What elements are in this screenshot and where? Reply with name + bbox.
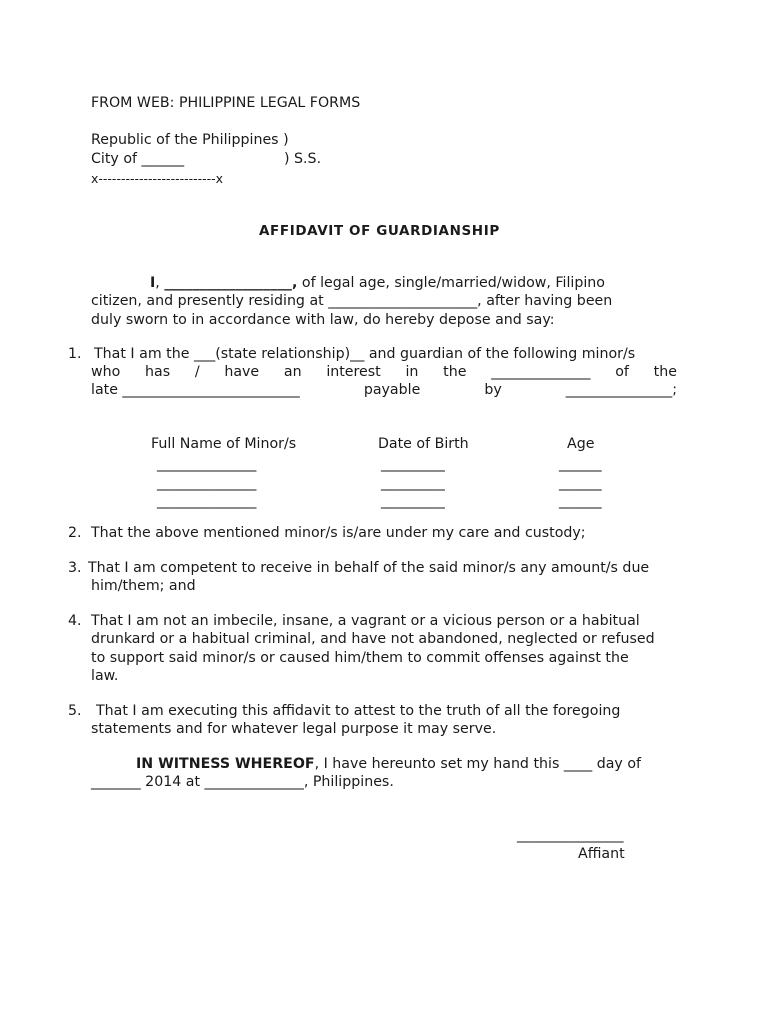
item-1-word: an bbox=[283, 364, 302, 380]
item-3-line-2: him/them; and bbox=[91, 578, 196, 594]
item-1-line-3 bbox=[91, 381, 677, 399]
table-cell-name: ______________ bbox=[157, 493, 257, 509]
affiant-label: Affiant bbox=[578, 846, 625, 862]
item-2-number: 2. bbox=[68, 525, 82, 541]
item-1-line-1-a: That I am the bbox=[94, 346, 194, 362]
item-5-line-1: That I am executing this affidavit to attest to the truth of all the foregoing bbox=[96, 703, 621, 719]
item-2-text: That the above mentioned minor/s is/are under my care and custody; bbox=[91, 525, 586, 541]
table-cell-dob: _________ bbox=[381, 456, 445, 472]
item-1-line-1-b: and guardian of the following minor/s bbox=[364, 346, 636, 362]
item-1-word: have bbox=[224, 364, 260, 380]
witness-line-1 bbox=[136, 755, 641, 773]
name-blank: __________________, bbox=[164, 275, 298, 291]
item-1-word: the bbox=[443, 364, 467, 380]
source-line: FROM WEB: PHILIPPINE LEGAL FORMS bbox=[91, 95, 361, 111]
item-1-word: by bbox=[484, 382, 502, 398]
interest-blank: ______________ bbox=[491, 364, 591, 380]
item-4-number: 4. bbox=[68, 613, 82, 629]
table-cell-dob: _________ bbox=[381, 475, 445, 491]
item-1-word: of bbox=[615, 364, 629, 380]
table-cell-dob: _________ bbox=[381, 493, 445, 509]
intro-line-3: duly sworn to in accordance with law, do hereby depose and say: bbox=[91, 312, 555, 328]
item-1-word: / bbox=[194, 364, 200, 380]
witness-line-2: _______ 2014 at ______________, Philippines. bbox=[91, 774, 394, 790]
item-1-number: 1. bbox=[68, 346, 82, 362]
late-blank: late _________________________ bbox=[91, 382, 300, 398]
table-cell-age: ______ bbox=[559, 475, 602, 491]
item-3-line-1: That I am competent to receive in behalf of the said minor/s any amount/s due bbox=[88, 560, 650, 576]
item-1-word: payable bbox=[363, 382, 421, 398]
venue-divider: x--------------------------x bbox=[91, 171, 224, 186]
table-header-age: Age bbox=[567, 436, 595, 452]
venue-ss: ) S.S. bbox=[284, 151, 322, 167]
witness-lead: IN WITNESS WHEREOF bbox=[136, 756, 315, 772]
item-5-line-2: statements and for whatever legal purpose it may serve. bbox=[91, 721, 497, 737]
item-1-word: the bbox=[653, 364, 677, 380]
intro-i: I bbox=[150, 275, 156, 291]
intro-line-1-rest: of legal age, single/married/widow, Filipino bbox=[297, 275, 605, 291]
table-cell-age: ______ bbox=[559, 456, 602, 472]
item-1-word: in bbox=[405, 364, 419, 380]
table-cell-age: ______ bbox=[559, 493, 602, 509]
witness-line-1-rest: , I have hereunto set my hand this ____ day of bbox=[314, 756, 642, 772]
item-4-line-1: That I am not an imbecile, insane, a vagrant or a vicious person or a habitual bbox=[91, 613, 640, 629]
item-4-line-4: law. bbox=[91, 668, 119, 684]
venue-line-republic: Republic of the Philippines ) bbox=[91, 132, 289, 148]
relationship-blank: ___(state relationship)__ bbox=[193, 346, 365, 362]
item-1-word: has bbox=[145, 364, 171, 380]
intro-comma: , bbox=[155, 275, 160, 291]
intro-line-2: citizen, and presently residing at _____________________, after having been bbox=[91, 293, 613, 309]
venue-line-city: City of ______ bbox=[91, 151, 185, 167]
item-1-line-1 bbox=[94, 345, 635, 363]
table-header-name: Full Name of Minor/s bbox=[151, 436, 297, 452]
item-1-word: who bbox=[91, 364, 121, 380]
item-5-number: 5. bbox=[68, 703, 82, 719]
item-1-line-2 bbox=[91, 363, 677, 381]
table-cell-name: ______________ bbox=[157, 475, 257, 491]
document-title: AFFIDAVIT OF GUARDIANSHIP bbox=[259, 223, 500, 239]
item-4-line-3: to support said minor/s or caused him/them to commit offenses against the bbox=[91, 650, 629, 666]
item-1-word: interest bbox=[326, 364, 381, 380]
intro-line-1 bbox=[150, 274, 605, 292]
payable-by-blank: _______________; bbox=[565, 382, 677, 398]
signature-line: _______________ bbox=[517, 827, 624, 843]
item-4-line-2: drunkard or a habitual criminal, and have not abandoned, neglected or refused bbox=[91, 631, 655, 647]
table-cell-name: ______________ bbox=[157, 456, 257, 472]
item-3-number: 3. bbox=[68, 560, 82, 576]
table-header-dob: Date of Birth bbox=[378, 436, 469, 452]
